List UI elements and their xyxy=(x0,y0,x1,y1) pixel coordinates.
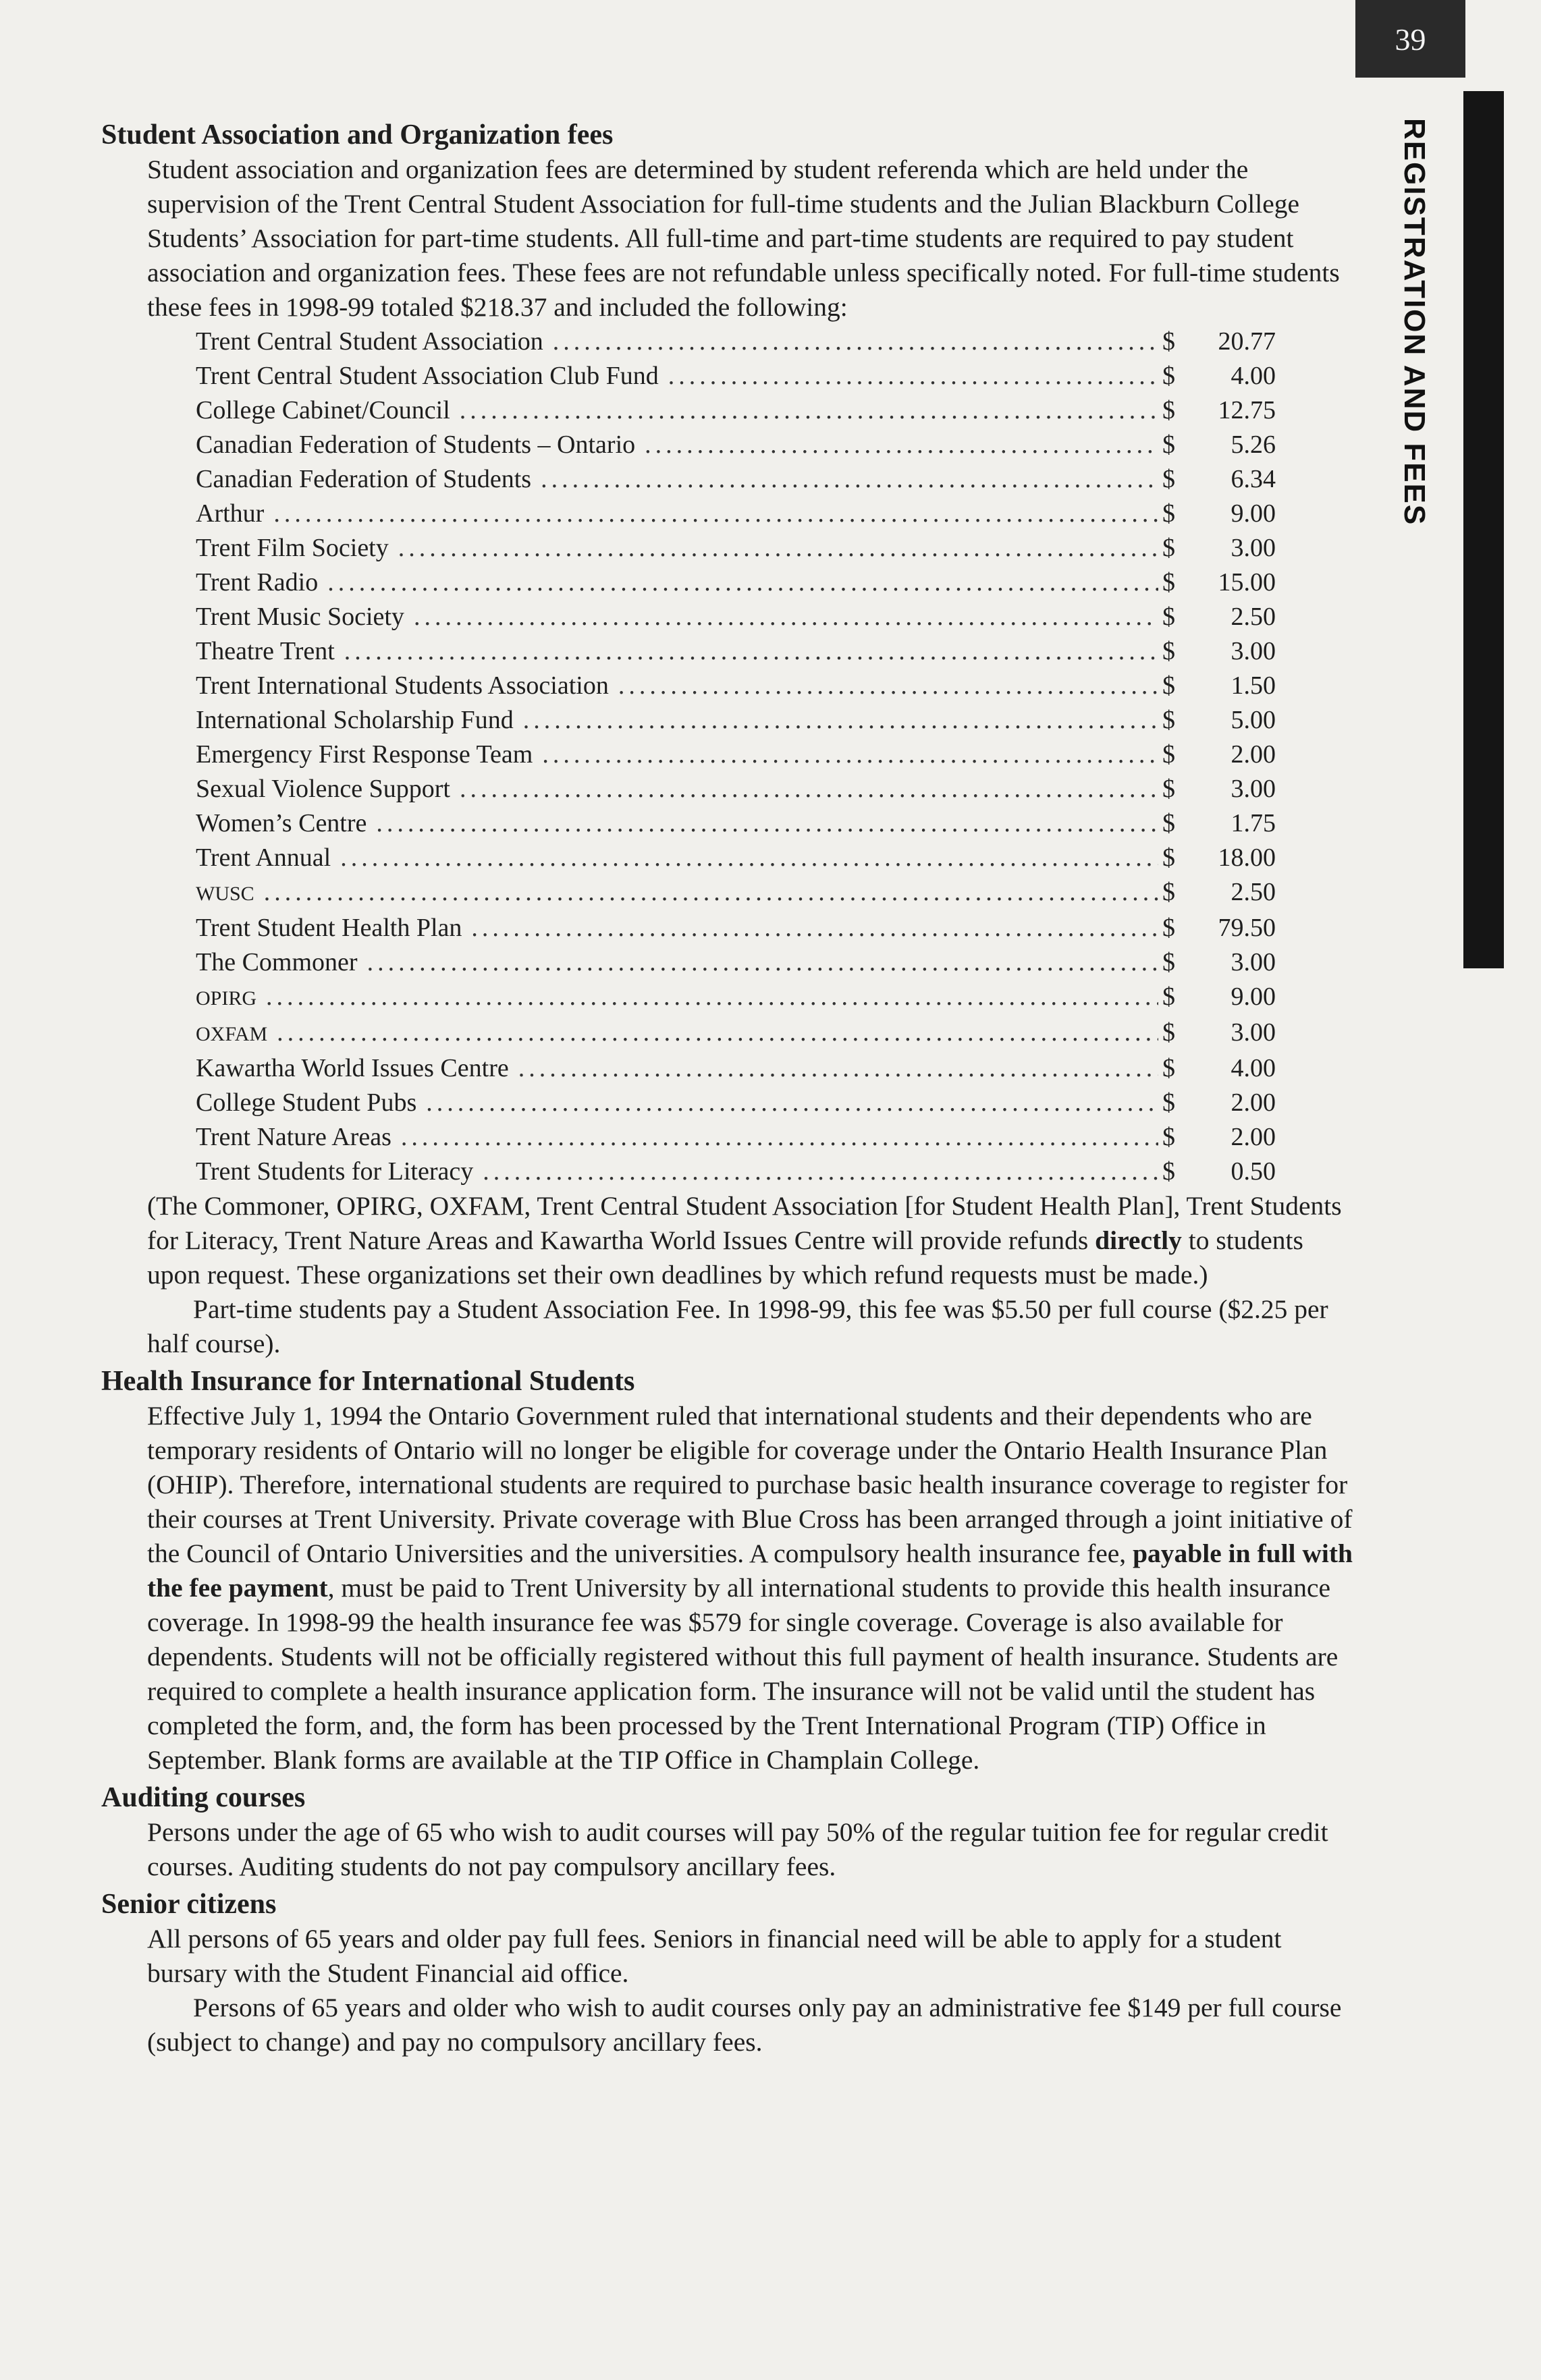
dot-leader xyxy=(266,980,1158,1014)
fee-amount: 5.26 xyxy=(1231,431,1276,459)
dot-leader xyxy=(645,428,1158,462)
dot-leader xyxy=(460,393,1158,428)
fee-amount: 0.50 xyxy=(1231,1157,1276,1186)
fee-row xyxy=(196,359,1276,393)
fee-row xyxy=(196,1051,1276,1086)
fee-row xyxy=(196,806,1276,841)
fee-currency: $ xyxy=(1162,983,1175,1011)
dot-leader xyxy=(542,738,1158,772)
fee-amount: 6.34 xyxy=(1231,465,1276,493)
dot-leader xyxy=(668,359,1158,393)
fee-amount: 1.75 xyxy=(1231,809,1276,837)
fee-amount: 3.00 xyxy=(1231,534,1276,562)
fee-amount: 18.00 xyxy=(1218,843,1276,872)
fee-name: Theatre Trent xyxy=(196,637,335,665)
dot-leader xyxy=(327,565,1158,600)
fee-row xyxy=(196,600,1276,634)
fee-row xyxy=(196,1016,1276,1051)
side-tab-bar xyxy=(1463,91,1504,968)
fee-row xyxy=(196,1155,1276,1189)
refund-note-text-end: to students upon request. These organizations set their own deadlines by which refund requests must be made.) xyxy=(147,1225,1303,1290)
fee-name: The Commoner xyxy=(196,948,358,976)
refund-note-text: (The Commoner, OPIRG, OXFAM, Trent Central Student Association [for Student Health Plan], Trent Students for Literacy, Trent Nature Areas and Kawartha World Issues Centre will provide refunds xyxy=(147,1191,1342,1255)
fee-row xyxy=(196,841,1276,875)
seniors-text-2: Persons of 65 years and older who wish to audit courses only pay an administrative fee $149 per full course (subject to change) and pay no compulsory ancillary fees. xyxy=(147,1993,1342,2057)
fee-currency: $ xyxy=(1162,914,1175,942)
fee-row xyxy=(196,772,1276,806)
fee-currency: $ xyxy=(1162,1018,1175,1047)
auditing-heading: Auditing courses xyxy=(101,1782,306,1813)
seniors-heading: Senior citizens xyxy=(101,1889,277,1920)
fee-amount: 3.00 xyxy=(1231,775,1276,803)
fee-name: WUSC xyxy=(196,883,254,905)
part-time-note: Part-time students pay a Student Association Fee. In 1998-99, this fee was $5.50 per full course ($2.25 per half course). xyxy=(147,1294,1328,1358)
fee-amount: 1.50 xyxy=(1231,671,1276,700)
health-insurance-heading: Health Insurance for International Students xyxy=(101,1366,635,1397)
fee-name: Trent Film Society xyxy=(196,534,389,562)
fee-amount: 79.50 xyxy=(1218,914,1276,942)
dot-leader xyxy=(376,806,1158,841)
fee-name: Trent Music Society xyxy=(196,603,404,631)
fee-currency: $ xyxy=(1162,671,1175,700)
fee-amount: 12.75 xyxy=(1218,396,1276,424)
dot-leader xyxy=(367,945,1158,980)
fee-row xyxy=(196,428,1276,462)
fee-amount: 2.00 xyxy=(1231,1088,1276,1117)
fee-name: OXFAM xyxy=(196,1023,268,1045)
fee-name: Trent Central Student Association xyxy=(196,327,543,356)
fee-row xyxy=(196,393,1276,428)
seniors-text-1: All persons of 65 years and older pay full fees. Seniors in financial need will be able to apply for a student bursary with the Student Financial aid office. xyxy=(147,1924,1282,1988)
fee-currency: $ xyxy=(1162,1157,1175,1186)
fee-amount: 2.50 xyxy=(1231,603,1276,631)
fee-currency: $ xyxy=(1162,1054,1175,1082)
fee-name: College Student Pubs xyxy=(196,1088,417,1117)
dot-leader xyxy=(523,703,1158,738)
side-tab-label: REGISTRATION AND FEES xyxy=(1398,118,1431,526)
fee-row xyxy=(196,565,1276,600)
fee-row xyxy=(196,497,1276,531)
fee-currency: $ xyxy=(1162,499,1175,528)
fee-currency: $ xyxy=(1162,603,1175,631)
dot-leader xyxy=(273,497,1158,531)
student-fees-intro: Student association and organization fees are determined by student referenda which are held under the supervision of the Trent Central Student Association for full-time students and the Julian Blackburn College Students’ Association for part-time students. All full-time and part-time students are required to pay student association and organization fees. These fees are not refundable unless specifically noted. For full-time students these fees in 1998-99 totaled $218.37 and included the following: xyxy=(147,155,1340,322)
fee-name: International Scholarship Fund xyxy=(196,706,514,734)
fee-currency: $ xyxy=(1162,362,1175,390)
fee-amount: 2.00 xyxy=(1231,1123,1276,1151)
dot-leader xyxy=(518,1051,1158,1086)
fee-currency: $ xyxy=(1162,1123,1175,1151)
fee-name: Women’s Centre xyxy=(196,809,367,837)
fee-row xyxy=(196,980,1276,1016)
fee-amount: 20.77 xyxy=(1218,327,1276,356)
fee-amount: 2.00 xyxy=(1231,740,1276,769)
refund-note xyxy=(101,1189,1357,1292)
fee-row xyxy=(196,911,1276,945)
fee-row xyxy=(196,738,1276,772)
fee-currency: $ xyxy=(1162,637,1175,665)
dot-leader xyxy=(553,325,1158,359)
fee-currency: $ xyxy=(1162,740,1175,769)
fee-currency: $ xyxy=(1162,465,1175,493)
dot-leader xyxy=(264,875,1158,910)
fee-name: Trent Annual xyxy=(196,843,331,872)
dot-leader xyxy=(340,841,1158,875)
auditing-text: Persons under the age of 65 who wish to audit courses will pay 50% of the regular tuition fee for regular credit courses. Auditing students do not pay compulsory ancillary fees. xyxy=(147,1817,1328,1881)
fee-row xyxy=(196,462,1276,497)
fee-row xyxy=(196,703,1276,738)
fee-row xyxy=(196,531,1276,565)
fee-row xyxy=(196,1120,1276,1155)
fee-currency: $ xyxy=(1162,396,1175,424)
dot-leader xyxy=(471,911,1158,945)
dot-leader xyxy=(398,531,1158,565)
fee-currency: $ xyxy=(1162,706,1175,734)
fee-row xyxy=(196,945,1276,980)
fee-name: OPIRG xyxy=(196,987,257,1009)
fee-currency: $ xyxy=(1162,948,1175,976)
dot-leader xyxy=(401,1120,1158,1155)
refund-note-emphasis: directly xyxy=(1095,1225,1182,1255)
fee-amount: 15.00 xyxy=(1218,568,1276,597)
fee-currency: $ xyxy=(1162,775,1175,803)
health-text-end: , must be paid to Trent University by all international students to provide this health insurance coverage. In 1998-99 the health insurance fee was $579 for single coverage. Coverage is also available for dependents. Students will not be officially registered without this full payment of health insurance. Students are required to complete a health insurance application form. The insurance will not be valid until the student has completed the form, and, the form has been processed by the Trent International Program (TIP) Office in September. Blank forms are available at the TIP Office in Champlain College. xyxy=(147,1573,1339,1775)
health-text-emphasis: payable in full with the fee payment xyxy=(147,1539,1353,1603)
fee-name: Sexual Violence Support xyxy=(196,775,450,803)
student-fees-section xyxy=(101,117,1357,1361)
fee-list xyxy=(101,325,1357,1189)
health-text-start: Effective July 1, 1994 the Ontario Government ruled that international students and their dependents who are temporary residents of Ontario will no longer be eligible for coverage under the Ontario Health Insurance Plan (OHIP). Therefore, international students are required to purchase basic health insurance coverage to register for their courses at Trent University. Private coverage with Blue Cross has been arranged through a joint initiative of the Council of Ontario Universities and the universities. A compulsory health insurance fee, xyxy=(147,1401,1353,1568)
dot-leader xyxy=(344,634,1158,669)
fee-row xyxy=(196,669,1276,703)
health-insurance-text xyxy=(101,1399,1357,1777)
fee-amount: 2.50 xyxy=(1231,878,1276,906)
fee-amount: 5.00 xyxy=(1231,706,1276,734)
dot-leader xyxy=(618,669,1158,703)
fee-row xyxy=(196,325,1276,359)
dot-leader xyxy=(426,1086,1158,1120)
dot-leader xyxy=(277,1016,1158,1050)
fee-currency: $ xyxy=(1162,327,1175,356)
fee-currency: $ xyxy=(1162,843,1175,872)
fee-amount: 4.00 xyxy=(1231,1054,1276,1082)
fee-name: Trent Students for Literacy xyxy=(196,1157,474,1186)
page-content xyxy=(101,115,1357,2059)
health-insurance-section xyxy=(101,1364,1357,1777)
fee-name: Arthur xyxy=(196,499,265,528)
fee-name: Kawartha World Issues Centre xyxy=(196,1054,509,1082)
fee-amount: 4.00 xyxy=(1231,362,1276,390)
student-fees-heading: Student Association and Organization fees xyxy=(101,119,614,150)
fee-amount: 3.00 xyxy=(1231,948,1276,976)
fee-amount: 9.00 xyxy=(1231,499,1276,528)
fee-name: Canadian Federation of Students – Ontario xyxy=(196,431,636,459)
fee-name: Trent Nature Areas xyxy=(196,1123,391,1151)
dot-leader xyxy=(414,600,1158,634)
seniors-section xyxy=(101,1887,1357,2059)
auditing-section xyxy=(101,1780,1357,1884)
fee-row xyxy=(196,634,1276,669)
fee-currency: $ xyxy=(1162,1088,1175,1117)
dot-leader xyxy=(460,772,1158,806)
fee-currency: $ xyxy=(1162,431,1175,459)
fee-amount: 3.00 xyxy=(1231,1018,1276,1047)
fee-amount: 3.00 xyxy=(1231,637,1276,665)
fee-name: Canadian Federation of Students xyxy=(196,465,532,493)
page-number: 39 xyxy=(1355,0,1465,78)
fee-amount: 9.00 xyxy=(1231,983,1276,1011)
dot-leader xyxy=(541,462,1158,497)
fee-currency: $ xyxy=(1162,809,1175,837)
fee-currency: $ xyxy=(1162,568,1175,597)
dot-leader xyxy=(483,1155,1158,1189)
fee-name: Trent Central Student Association Club Fund xyxy=(196,362,659,390)
fee-name: Trent Student Health Plan xyxy=(196,914,462,942)
fee-row xyxy=(196,1086,1276,1120)
fee-name: College Cabinet/Council xyxy=(196,396,450,424)
fee-name: Trent Radio xyxy=(196,568,319,597)
fee-row xyxy=(196,875,1276,911)
fee-name: Emergency First Response Team xyxy=(196,740,533,769)
fee-currency: $ xyxy=(1162,534,1175,562)
fee-currency: $ xyxy=(1162,878,1175,906)
fee-name: Trent International Students Association xyxy=(196,671,609,700)
